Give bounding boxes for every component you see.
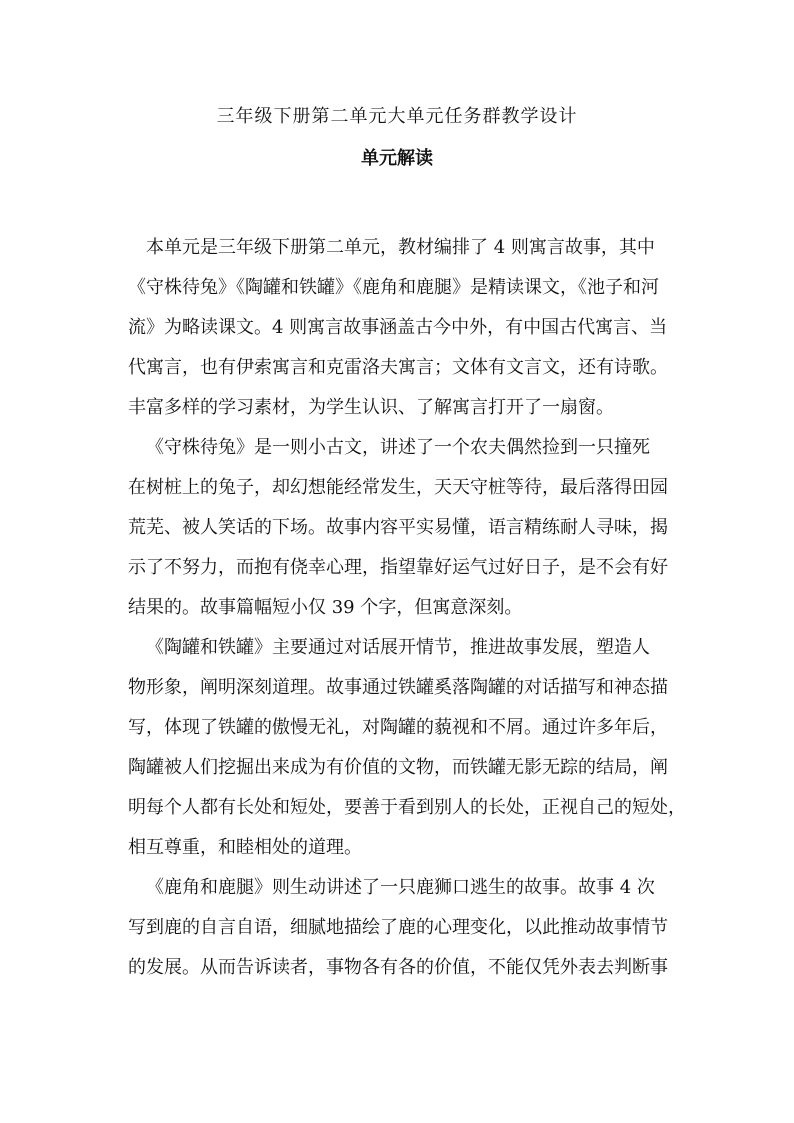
text-line: 丰富多样的学习素材，为学生认识、了解寓言打开了一扇窗。 [128,397,614,418]
text-line: 《守株待兔》是一则小古文，讲述了一个农夫偶然捡到一只撞死 [146,437,650,458]
text-line: 《守株待兔》《陶罐和铁罐》《鹿角和鹿腿》是精读课文，《池子和河 [128,277,659,298]
paragraph-3 [128,628,688,868]
text-line: 写，体现了铁罐的傲慢无礼，对陶罐的藐视和不屑。通过许多年后， [128,717,668,738]
text-line: 代寓言，也有伊索寓言和克雷洛夫寓言；文体有文言文，还有诗歌。 [128,357,668,378]
document-title: 三年级下册第二单元大单元任务群教学设计 [216,106,578,127]
text-line: 《鹿角和鹿腿》则生动讲述了一只鹿狮口逃生的故事。故事 4 次 [146,877,655,898]
text-line: 结果的。故事篇幅短小仅 39 个字，但寓意深刻。 [128,597,523,618]
text-line: 写到鹿的自言自语，细腻地描绘了鹿的心理变化，以此推动故事情节 [128,917,668,938]
paragraph-1 [128,228,688,428]
text-line: 流》为略读课文。4 则寓言故事涵盖古今中外，有中国古代寓言、当 [128,317,668,338]
text-line: 本单元是三年级下册第二单元，教材编排了 4 则寓言故事，其中 [146,237,655,258]
text-line: 的发展。从而告诉读者，事物各有各的价值，不能仅凭外表去判断事 [128,957,668,978]
text-line: 示了不努力，而抱有侥幸心理，指望靠好运气过好日子，是不会有好 [128,557,668,578]
text-line: 陶罐被人们挖掘出来成为有价值的文物，而铁罐无影无踪的结局，阐 [128,757,668,778]
text-line: 物形象，阐明深刻道理。故事通过铁罐奚落陶罐的对话描写和神态描 [128,677,668,698]
section-heading: 单元解读 [361,148,433,169]
text-line: 相互尊重，和睦相处的道理。 [128,837,362,858]
paragraph-4 [128,868,688,988]
text-line: 明每个人都有长处和短处，要善于看到别人的长处，正视自己的短处， [128,797,686,818]
text-line: 荒芜、被人笑话的下场。故事内容平实易懂，语言精练耐人寻味，揭 [128,517,668,538]
document-body [128,228,688,988]
text-line: 《陶罐和铁罐》主要通过对话展开情节，推进故事发展，塑造人 [146,637,650,658]
paragraph-2 [128,428,688,628]
text-line: 在树桩上的兔子，却幻想能经常发生，天天守桩等待，最后落得田园 [128,477,668,498]
